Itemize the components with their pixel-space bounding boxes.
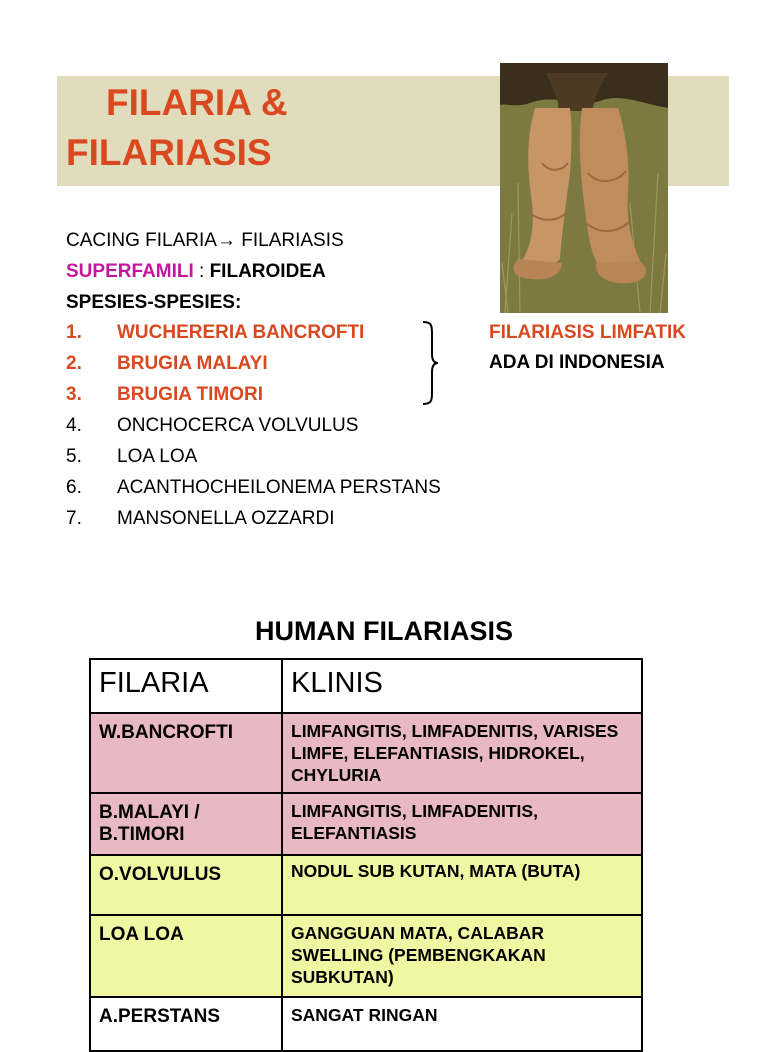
filaria-cell: W.BANCROFTI [90, 713, 282, 793]
elephantiasis-legs-photo [500, 63, 668, 313]
superfamili-separator: : [193, 261, 210, 282]
human-filariasis-title: HUMAN FILARIASIS [255, 616, 513, 646]
species-name: ONCHOCERCA VOLVULUS [117, 415, 359, 436]
grouping-brace [420, 320, 440, 406]
table-row [90, 997, 642, 1051]
spesies-heading: SPESIES-SPESIES: [66, 292, 242, 313]
filaria-cell: B.MALAYI / B.TIMORI [90, 793, 282, 855]
species-number: 2. [66, 353, 82, 374]
group-note-indonesia: ADA DI INDONESIA [489, 352, 665, 373]
species-number: 6. [66, 477, 82, 498]
table-header-row [90, 659, 642, 713]
klinis-cell: NODUL SUB KUTAN, MATA (BUTA) [282, 855, 642, 915]
superfamili-line [66, 261, 326, 283]
superfamili-label: SUPERFAMILI [66, 261, 194, 282]
species-name: ACANTHOCHEILONEMA PERSTANS [117, 477, 441, 498]
group-note-limfatik: FILARIASIS LIMFATIK [489, 322, 687, 343]
klinis-cell: SANGAT RINGAN [282, 997, 642, 1051]
table-row [90, 793, 642, 855]
species-number: 1. [66, 322, 82, 343]
klinis-cell: LIMFANGITIS, LIMFADENITIS, VARISES LIMFE, ELEFANTIASIS, HIDROKEL, CHYLURIA [282, 713, 642, 793]
species-number: 7. [66, 508, 82, 529]
title-line-2: FILARIASIS [66, 132, 272, 173]
species-name: WUCHERERIA BANCROFTI [117, 322, 365, 343]
page-title [66, 78, 288, 178]
species-name: BRUGIA MALAYI [117, 353, 268, 374]
species-name: MANSONELLA OZZARDI [117, 508, 335, 529]
klinis-cell: LIMFANGITIS, LIMFADENITIS, ELEFANTIASIS [282, 793, 642, 855]
filaria-cell: O.VOLVULUS [90, 855, 282, 915]
species-name: BRUGIA TIMORI [117, 384, 264, 405]
species-number: 5. [66, 446, 82, 467]
klinis-cell: GANGGUAN MATA, CALABAR SWELLING (PEMBENGKAKAN SUBKUTAN) [282, 915, 642, 997]
column-header-klinis: KLINIS [282, 659, 642, 713]
cacing-line: CACING FILARIA→ FILARIASIS [66, 230, 344, 251]
photo-illustration [500, 63, 668, 313]
filaria-cell: LOA LOA [90, 915, 282, 997]
species-number: 3. [66, 384, 82, 405]
filaria-cell: A.PERSTANS [90, 997, 282, 1051]
column-header-filaria: FILARIA [90, 659, 282, 713]
superfamili-value: FILAROIDEA [209, 261, 326, 282]
table-row [90, 915, 642, 997]
title-line-1: FILARIA & [106, 82, 288, 123]
table-row [90, 855, 642, 915]
species-name: LOA LOA [117, 446, 198, 467]
human-filariasis-table [89, 658, 643, 1052]
table-row [90, 713, 642, 793]
species-number: 4. [66, 415, 82, 436]
